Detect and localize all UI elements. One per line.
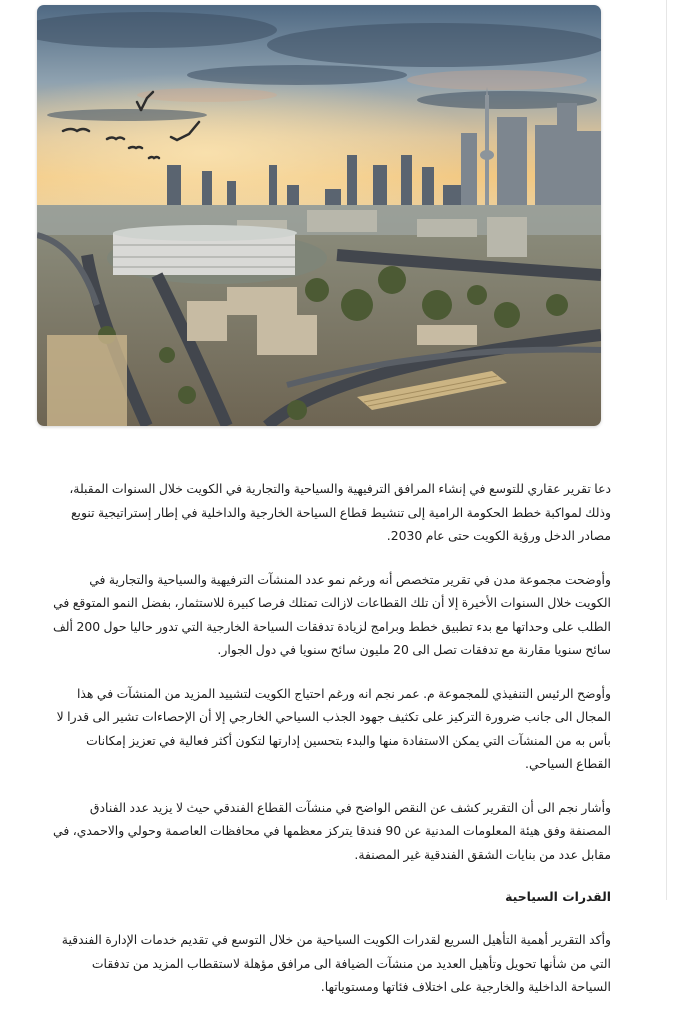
hero-image-kuwait-skyline	[37, 5, 601, 426]
article-paragraph: وأوضح الرئيس التنفيذي للمجموعة م. عمر نجم انه ورغم احتياج الكويت لتشييد المزيد من المنشآت في هذا المجال الى جانب ضرورة التركيز على تكثيف جهود الجذب السياحي الخارجي إلا أن الإحصاءات تشير الى قدرا لا بأس به من المنشآت التي يمكن الاستفادة منها والبدء بتحسين إدارتها لتكون أكثر فعالية في تعزيز إمكانات القطاع السياحي.	[56, 685, 611, 771]
article-paragraph: وأكد التقرير أهمية التأهيل السريع لقدرات الكويت السياحية من خلال التوسع في تقديم خدمات الإدارة الفندقية التي من شأنها تحويل وتأهيل العديد من منشآت الضيافة الى مرافق مؤهلة لاستقطاب المزيد من تدفقات السياحة الداخلية والخارجية على اختلاف فئاتها ومستوياتها.	[61, 932, 611, 994]
page-edge-divider	[666, 0, 667, 900]
article-paragraph: وأشار نجم الى أن التقرير كشف عن النقص الواضح في منشآت القطاع الفندقي حيث لا يزيد عدد الفنادق المصنفة وفق هيئة المعلومات المدنية عن 90 فندقا يتركز معظمها في محافظات العاصمة وحولي والاحمدي، في مقابل عدد من بنايات الشقق الفندقية غير المصنفة.	[53, 799, 611, 862]
article-body	[52, 477, 611, 1019]
article-paragraph: دعا تقرير عقاري للتوسع في إنشاء المرافق الترفيهية والسياحية والتجارية في الكويت خلال السنوات المقبلة، وذلك لمواكبة خطط الحكومة الرامية إلى تنشيط قطاع السياحة الخارجية والداخلية في إطار إستراتيجية تنويع مصادر الدخل ورؤية الكويت حتى عام 2030.	[69, 481, 611, 543]
section-heading: القدرات السياحية	[505, 889, 611, 904]
article-paragraph: وأوضحت مجموعة مدن في تقرير متخصص أنه ورغم نمو عدد المنشآت الترفيهية والسياحية والتجارية في الكويت خلال السنوات الأخيرة إلا أن تلك القطاعات لازالت تمتلك فرصا كبيرة للاستثمار، بفضل النمو المتوقع في الطلب على وحداتها مع بدء تطبيق خطط وبرامج لزيادة تدفقات السياحة الخارجية التي تدور حاليا حول 200 ألف سائح سنويا مقارنة مع تدفقات تصل الى 20 مليون سائح سنويا في دول الجوار.	[52, 571, 611, 657]
